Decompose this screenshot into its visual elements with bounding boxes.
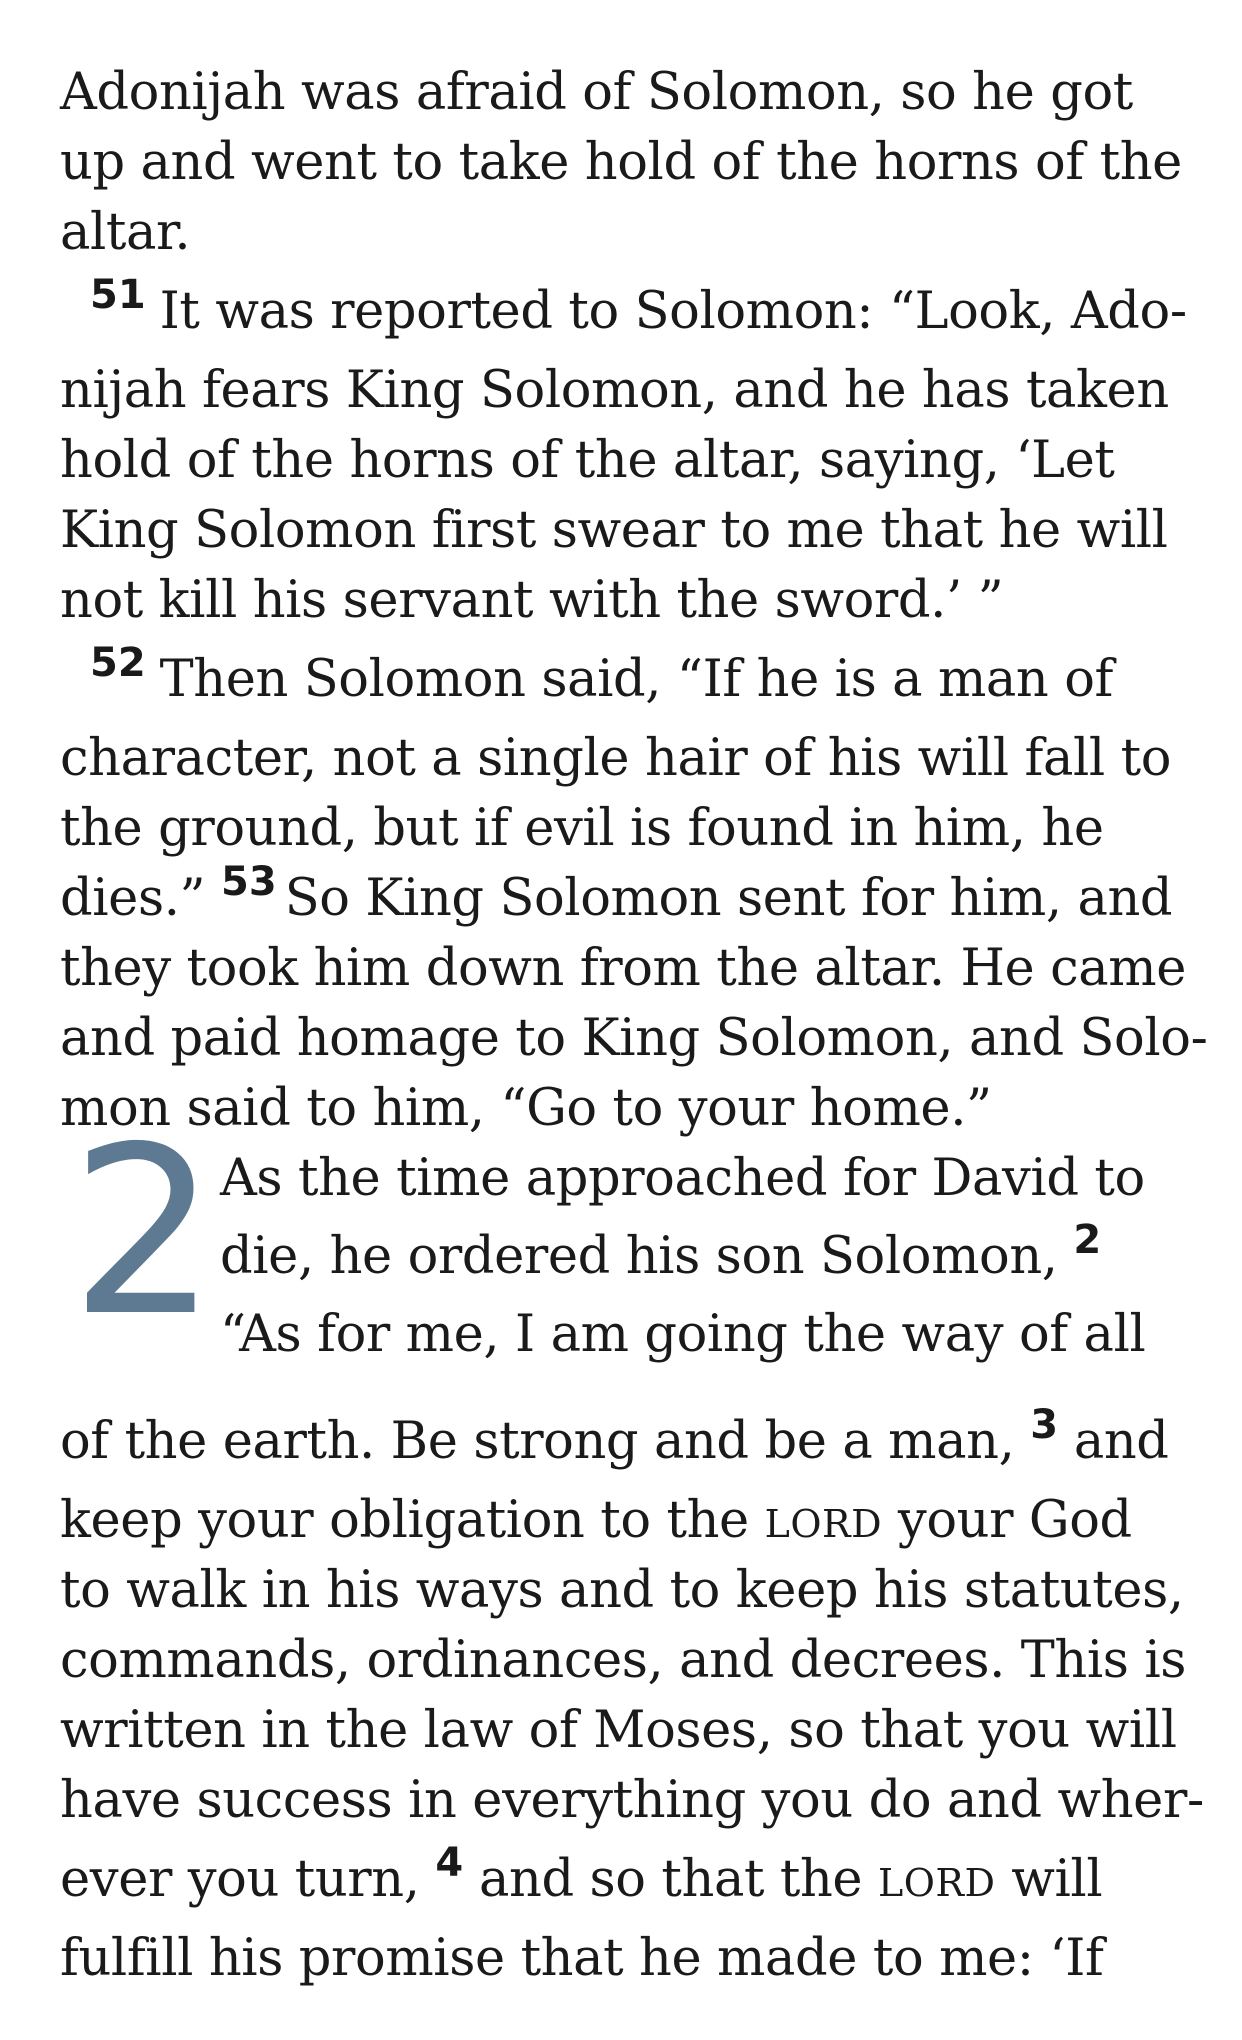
text-run: keep your obligation to the — [60, 1491, 765, 1550]
text-line — [60, 496, 1200, 566]
text-line — [60, 566, 1200, 636]
text-run: As the time approached for David to — [220, 1149, 1145, 1208]
text-run: die, he ordered his son Solomon, — [220, 1227, 1074, 1286]
text-run: It was reported to Solomon: “Look, Ado- — [159, 282, 1187, 341]
text-line — [60, 1836, 1200, 1924]
text-run: will — [995, 1850, 1103, 1909]
text-line — [60, 1398, 1200, 1486]
verse-number[interactable]: 2 — [1073, 1217, 1102, 1263]
text-line — [60, 58, 1200, 128]
text-run: of the earth. Be strong and be a man, — [60, 1412, 1031, 1471]
text-run: commands, ordinances, and decrees. This is — [60, 1631, 1187, 1690]
text-line — [60, 426, 1200, 496]
text-line — [220, 1144, 1145, 1214]
text-run: and paid homage to King Solomon, and Solo- — [60, 1009, 1208, 1068]
text-run: nijah fears King Solomon, and he has taken — [60, 361, 1169, 420]
text-run: hold of the horns of the altar, saying, ‘Let — [60, 431, 1115, 490]
text-line — [60, 1556, 1200, 1626]
text-run: So King Solomon sent for him, and — [284, 869, 1173, 928]
text-line — [60, 198, 1200, 268]
text-run: written in the law of Moses, so that you will — [60, 1701, 1177, 1760]
text-line — [60, 934, 1200, 1004]
reader-page — [60, 58, 1208, 1994]
verse-number[interactable]: 51 — [90, 272, 146, 318]
text-run: the ground, but if evil is found in him, he — [60, 799, 1104, 858]
text-run: Then Solomon said, “If he is a man of — [159, 650, 1113, 709]
text-run: and — [1058, 1412, 1169, 1471]
text-line — [60, 356, 1200, 426]
verse-number[interactable]: 4 — [435, 1840, 464, 1886]
text-run: your God — [882, 1491, 1132, 1550]
text-line — [60, 1766, 1204, 1836]
text-run: “As for me, I am going the way of all — [220, 1305, 1146, 1364]
text-run: to walk in his ways and to keep his statutes, — [60, 1561, 1184, 1620]
text-run: not kill his servant with the sword.’ ” — [60, 571, 1004, 630]
text-line — [220, 1214, 1145, 1300]
text-run: ever you turn, — [60, 1850, 436, 1909]
text-run: character, not a single hair of his will fall to — [60, 729, 1171, 788]
verse-number[interactable]: 53 — [221, 859, 277, 905]
verse-number[interactable]: 52 — [90, 640, 146, 686]
text-run: and so that the — [463, 1850, 878, 1909]
text-line — [60, 1626, 1200, 1696]
text-line — [60, 794, 1200, 864]
text-line — [220, 1300, 1145, 1370]
text-line — [60, 1486, 1200, 1556]
text-run: dies.” — [60, 869, 222, 928]
text-line — [60, 1696, 1200, 1766]
text-run: King Solomon first swear to me that he will — [60, 501, 1168, 560]
text-line — [60, 859, 1200, 934]
text-run: fulfill his promise that he made to me: ‘If — [60, 1929, 1104, 1988]
chapter-number[interactable]: 2 — [70, 1097, 218, 1367]
text-run: Adonijah was afraid of Solomon, so he got — [60, 63, 1133, 122]
divine-name: LORD — [764, 1502, 883, 1546]
chapter-opening-lines — [220, 1144, 1145, 1370]
text-run: up and went to take hold of the horns of the — [60, 133, 1182, 192]
text-line — [60, 268, 1200, 356]
text-run: they took him down from the altar. He came — [60, 939, 1187, 998]
divine-name: LORD — [877, 1861, 996, 1905]
verse-number[interactable]: 3 — [1030, 1402, 1059, 1448]
text-line — [60, 1074, 1200, 1144]
text-run: mon said to him, “Go to your home.” — [60, 1079, 992, 1138]
text-line — [60, 724, 1200, 794]
text-line — [60, 1924, 1200, 1994]
text-run: have success in everything you do and wher- — [60, 1771, 1204, 1830]
text-run: altar. — [60, 203, 191, 262]
text-line — [60, 636, 1200, 724]
text-line — [60, 128, 1200, 198]
text-line — [60, 1004, 1208, 1074]
